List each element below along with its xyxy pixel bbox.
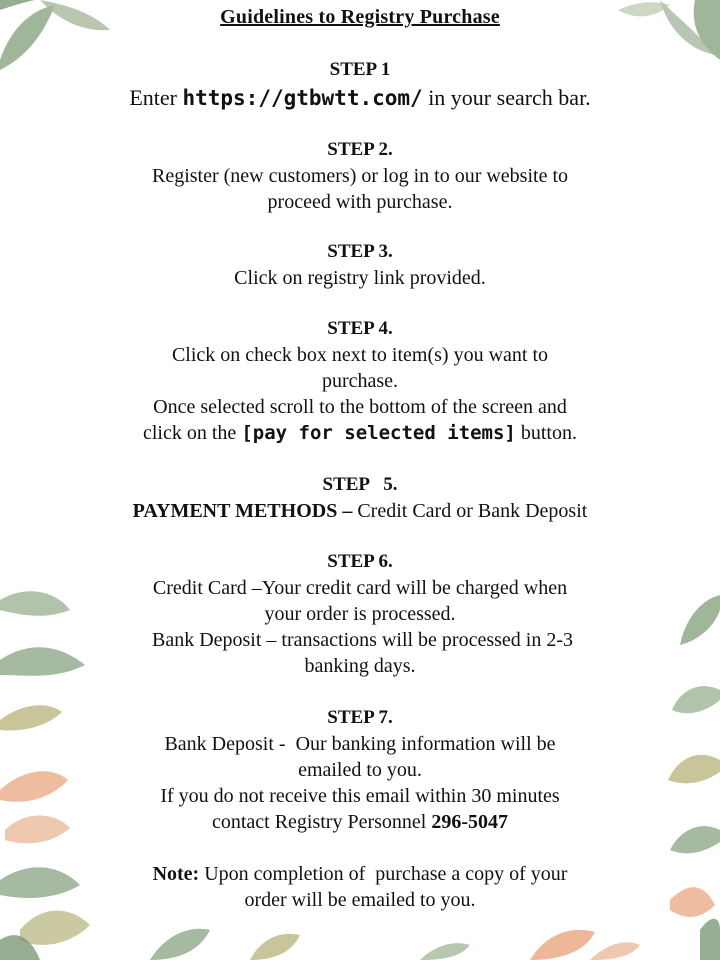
note-section [40,861,680,913]
note-line-1 [40,861,680,887]
payment-methods-label: PAYMENT METHODS – [132,500,353,522]
step-6-line-3: Bank Deposit – transactions will be processed in 2-3 [146,629,574,651]
website-url-link[interactable]: https://gtbwtt.com/ [182,86,423,110]
step-4-line-4 [40,420,680,446]
step-7-line-1: Bank Deposit - Our banking information will be [164,733,556,755]
step-4-line-4-after: button. [515,422,577,444]
step-6-line-4: banking days. [304,655,416,677]
step-2-line-2: proceed with purchase. [267,191,453,213]
step-6-line-1: Credit Card –Your credit card will be charged when [152,577,568,599]
step-4-section [40,316,680,446]
step-2-line-1: Register (new customers) or log in to our website to [151,165,569,187]
step-7-heading: STEP 7. [327,707,393,728]
step-7-line-2: emailed to you. [298,759,422,781]
step-6-section [40,549,680,679]
note-line-1-text: Upon completion of purchase a copy of your [199,863,568,885]
step-6-line-2: your order is processed. [264,603,456,625]
step-2-heading: STEP 2. [327,139,393,160]
step-2-section [40,137,680,215]
step-4-line-3: Once selected scroll to the bottom of the screen and [153,396,567,418]
step-4-line-2: purchase. [321,370,399,392]
step-1-section [40,57,680,113]
step-3-heading: STEP 3. [327,241,393,262]
note-label: Note: [152,863,200,885]
step-5-line [40,498,680,524]
step-1-text-before: Enter [129,85,183,110]
step-3-section [40,239,680,291]
step-4-heading: STEP 4. [327,318,393,339]
payment-methods-text: Credit Card or Bank Deposit [352,500,588,522]
step-1-heading: STEP 1 [329,59,391,80]
page-title: Guidelines to Registry Purchase [220,6,500,28]
note-line-2: order will be emailed to you. [244,889,476,911]
step-1-text [40,83,680,113]
step-1-text-after: in your search bar. [422,85,591,110]
step-4-line-4-before: click on the [143,422,242,444]
step-7-line-4 [40,809,680,835]
step-7-line-3: If you do not receive this email within 30 minutes [160,785,560,807]
step-4-line-1: Click on check box next to item(s) you want to [171,344,549,366]
step-3-line-1: Click on registry link provided. [234,267,486,289]
step-7-line-4-before: contact Registry Personnel [211,811,432,833]
registry-phone-number: 296-5047 [431,811,509,833]
step-5-heading: STEP 5. [322,474,398,495]
step-6-heading: STEP 6. [327,551,393,572]
step-5-section [40,472,680,524]
pay-for-selected-items-label: [pay for selected items] [241,422,516,444]
step-7-section [40,705,680,835]
